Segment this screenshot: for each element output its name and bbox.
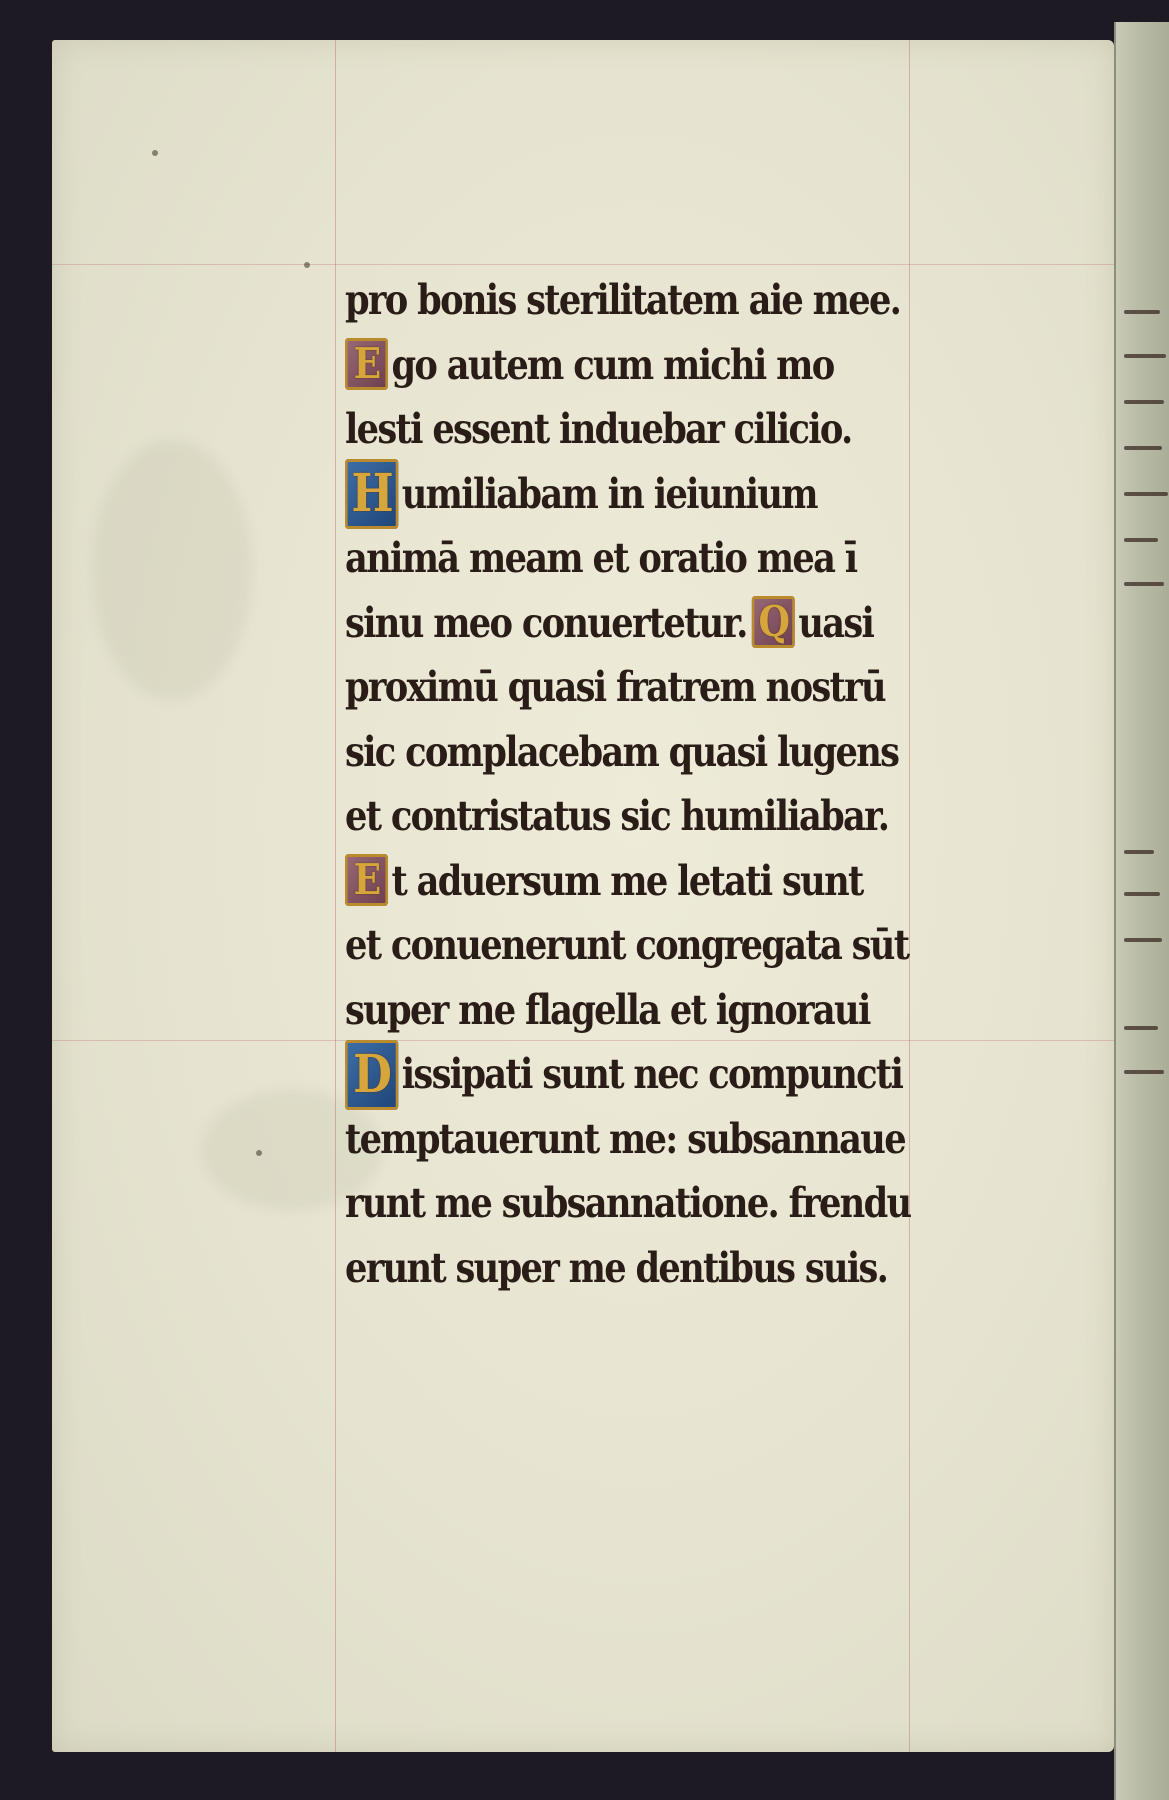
line-text: pro bonis sterilitatem aie mee. — [345, 276, 901, 324]
manuscript-line — [345, 397, 981, 462]
manuscript-line — [345, 720, 981, 785]
manuscript-line — [345, 978, 981, 1043]
line-text: sic complacebam quasi lugens — [345, 727, 899, 776]
line-text: t aduersum me letati sunt — [391, 856, 863, 905]
manuscript-line — [345, 1107, 981, 1172]
manuscript-line — [345, 1171, 981, 1236]
initial-letter: E — [353, 855, 380, 904]
line-text: runt me subsannatione. frendu — [345, 1179, 911, 1227]
line-text: issipati sunt nec compuncti — [401, 1050, 903, 1098]
line-text: uasi — [798, 598, 874, 647]
line-text: erunt super me dentibus suis. — [345, 1243, 888, 1292]
manuscript-text-block — [345, 268, 1085, 1300]
illuminated-initial — [345, 1040, 398, 1110]
parchment-stain — [92, 440, 252, 700]
illuminated-initial — [345, 854, 388, 906]
illuminated-initial — [752, 596, 795, 648]
manuscript-line — [345, 1236, 981, 1301]
parchment-speck — [304, 262, 310, 268]
illuminated-initial — [345, 338, 388, 390]
manuscript-line — [345, 268, 981, 333]
line-text: proximū quasi fratrem nostrū — [345, 663, 885, 711]
line-text: et contristatus sic humiliabar. — [345, 792, 889, 840]
manuscript-line — [345, 913, 981, 978]
parchment-speck — [256, 1150, 262, 1156]
line-text: sinu meo conuertetur. — [345, 598, 747, 647]
line-text: umiliabam in ieiunium — [401, 469, 817, 518]
manuscript-line — [345, 655, 981, 720]
manuscript-line — [345, 462, 981, 527]
manuscript-line — [345, 591, 981, 656]
line-text: temptauerunt me: subsannaue — [345, 1114, 905, 1163]
initial-letter: H — [351, 463, 392, 524]
line-text: lesti essent induebar cilicio. — [345, 405, 852, 453]
manuscript-line — [345, 784, 981, 849]
manuscript-line — [345, 849, 981, 914]
parchment-speck — [152, 150, 158, 156]
initial-letter: E — [353, 339, 380, 388]
ruling-top — [52, 264, 1114, 265]
illuminated-initial — [345, 459, 398, 529]
next-page-edge — [1114, 22, 1169, 1800]
line-text: animā meam et oratio mea ī — [345, 534, 857, 582]
initial-letter: Q — [758, 597, 789, 646]
manuscript-line — [345, 1042, 981, 1107]
manuscript-line — [345, 333, 981, 398]
ruling-left — [335, 40, 336, 1752]
line-text: et conuenerunt congregata sūt — [345, 921, 909, 969]
line-text: super me flagella et ignoraui — [345, 985, 870, 1034]
line-text: go autem cum michi mo — [391, 340, 834, 389]
manuscript-line — [345, 526, 981, 591]
initial-letter: D — [353, 1043, 391, 1105]
